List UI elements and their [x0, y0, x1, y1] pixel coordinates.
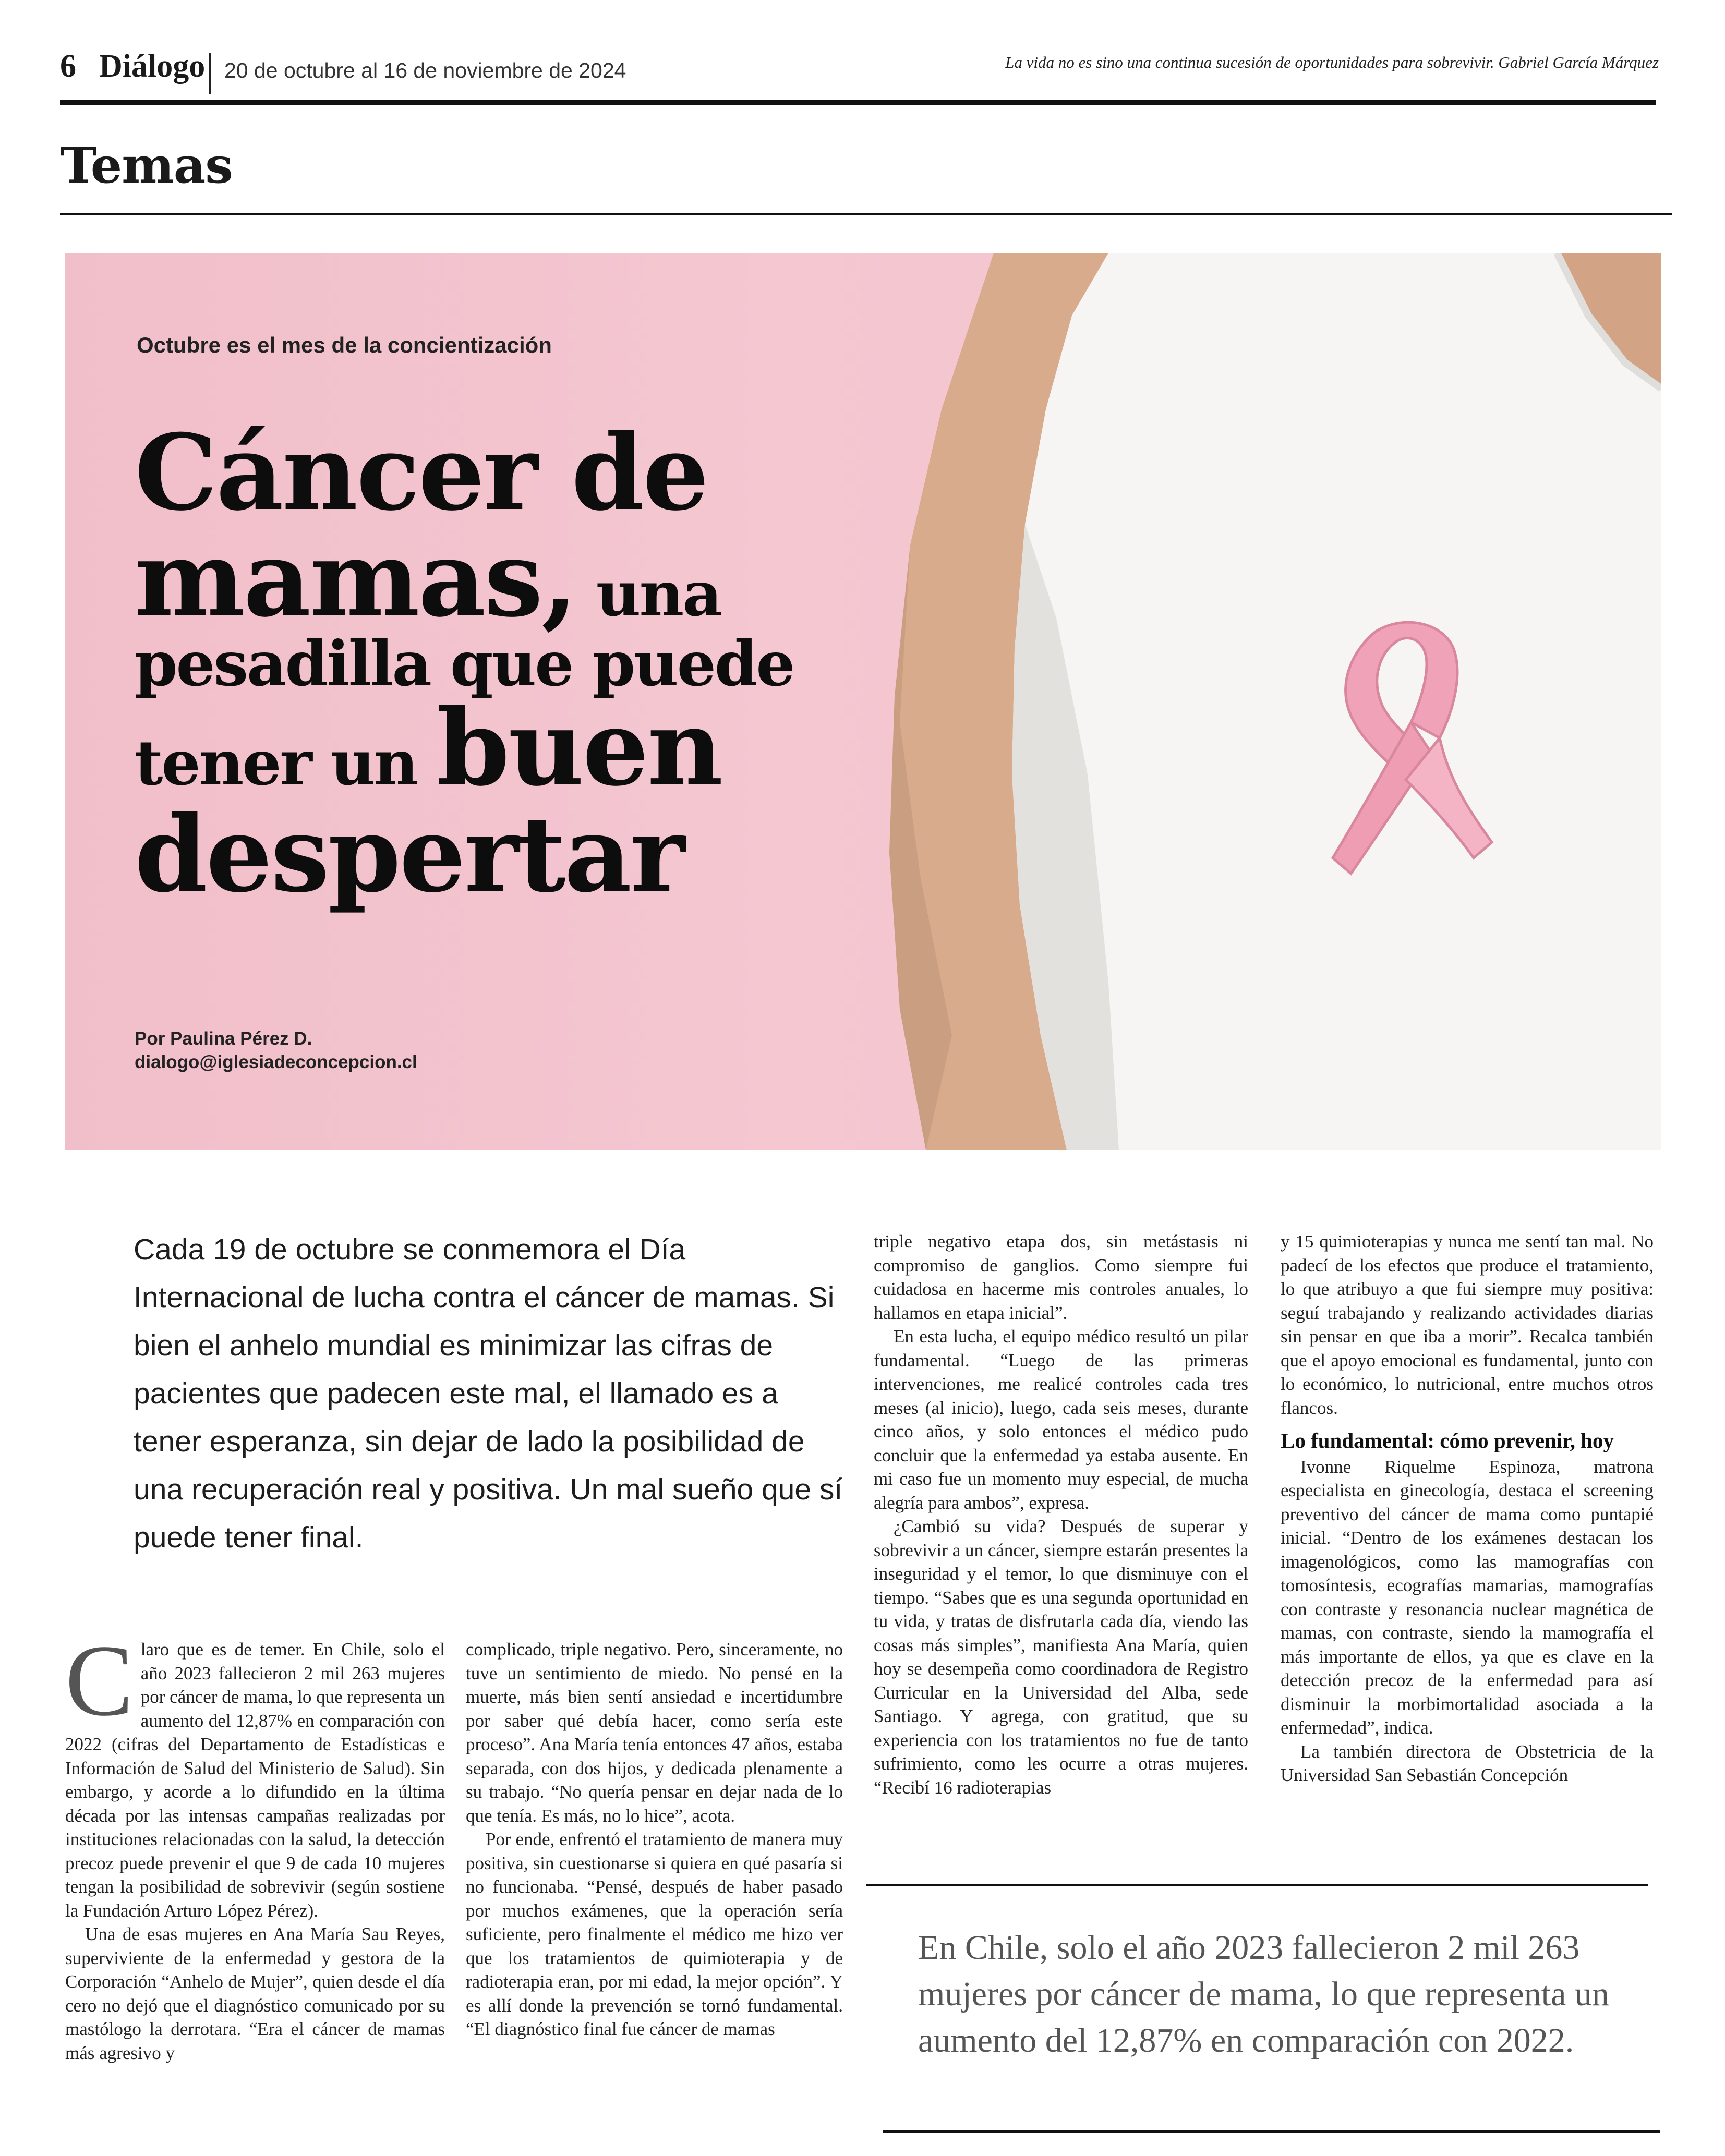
headline-line-3: pesadilla que puede [135, 627, 794, 700]
headline-line-4a: tener un [135, 726, 437, 800]
section-title: Temas [60, 137, 233, 195]
headline-line-1: Cáncer de [135, 411, 708, 534]
body-column-4 [1281, 1230, 1654, 1787]
byline-email: dialogo@iglesiadeconcepcion.cl [135, 1052, 417, 1072]
masthead: Diálogo [99, 49, 206, 84]
headline-line-2b: una [576, 558, 721, 630]
body-paragraph: complicado, triple negativo. Pero, sinceramente, no tuve un sentimiento de miedo. No pensé en la muerte, más bien sentí ansiedad e incertidumbre por saber qué debía hacer, como sería este proceso”. Ana María tenía entonces 47 años, estaba separada, con dos hijos, y dedicada plenamente a su trabajo. “No quería pensar en dejar nada de lo que tenía. Es más, no lo hice”, acota. [466, 1639, 843, 1826]
headline-line-2a: mamas, [135, 518, 576, 640]
headline [135, 411, 875, 916]
header-separator [209, 53, 211, 94]
drop-cap: C [65, 1624, 134, 1737]
body-paragraph: Por ende, enfrentó el tratamiento de manera muy positiva, sin cuestionarse si quiera en qué pasaría si no funcionaba. “Pensé, después de haber pasado por muchos exámenes, que la operación sería suficiente, pero finalmente el médico me hizo ver que los tratamientos de quimioterapia y de radioterapia eran, por mi edad, la mejor opción”. Y es allí donde la prevención se tornó fundamental. “El diagnóstico final fue cáncer de mamas [466, 1829, 843, 2039]
headline-line-4b: buen [437, 687, 722, 810]
headline-line-5: despertar [135, 793, 684, 916]
issue-date: 20 de octubre al 16 de noviembre de 2024 [224, 58, 626, 82]
body-paragraph: ¿Cambió su vida? Después de superar y sobrevivir a un cáncer, siempre estarán presentes la inseguridad y el temor, lo que disminuye con el tiempo. “Sabes que es una segunda oportunidad en tu vida, y tratas de disfrutarla cada día, viendo las cosas más simples”, manifiesta Ana María, quien hoy se desempeña como coordinadora de Registro Curricular en la Universidad del Alba, sede Santiago. Y agrega, con gratitud, que su experiencia con los tratamientos no fue de tanto sufrimiento, como les ocurre a otras mujeres. “Recibí 16 radioterapias [874, 1516, 1248, 1798]
page-number: 6 [60, 49, 76, 84]
body-paragraph: Ivonne Riquelme Espinoza, matrona especialista en ginecología, destaca el screening preventivo del cáncer de mama como puntapié inicial. “Dentro de los exámenes destacan los imagenológicos, como las mamografías con tomosíntesis, ecografías mamarias, mamografías con contraste y resonancia nuclear magnética de mamas, con contraste, siendo la mamografía el más importante de ellos, ya que es clave en la detección precoz de la enfermedad para así disminuir la morbimortalidad asociada a la enfermedad”, indica. [1281, 1456, 1654, 1738]
pull-quote-rule-top [866, 1884, 1648, 1886]
kicker: Octubre es el mes de la concientización [137, 333, 552, 357]
subheading: Lo fundamental: cómo prevenir, hoy [1281, 1428, 1614, 1452]
body-paragraph: En esta lucha, el equipo médico resultó un pilar fundamental. “Luego de las primeras intervenciones, me realicé controles cada tres meses (al inicio), luego, cada seis meses, durante cinco años, y solo entonces el médico pudo concluir que la enfermedad ya estaba ausente. En mi caso fue un momento muy especial, de mucha alegría para ambos”, expresa. [874, 1326, 1248, 1513]
body-column-1 [65, 1624, 445, 2065]
body-paragraph: La también directora de Obstetricia de la Universidad San Sebastián Concepción [1281, 1741, 1654, 1785]
header-rule [60, 100, 1656, 105]
body-paragraph: triple negativo etapa dos, sin metástasis ni compromiso de ganglios. Como siempre fui cuidadosa en hacerme mis controles anuales, lo hallamos en etapa inicial”. [874, 1231, 1248, 1323]
body-column-3 [874, 1230, 1248, 1799]
pull-quote-rule-bottom [883, 2130, 1660, 2133]
body-paragraph: laro que es de temer. En Chile, solo el año 2023 fallecieron 2 mil 263 mujeres por cáncer de mama, lo que representa un aumento del 12,87% en comparación con 2022 (cifras del Departamento de Estadísticas e Información de Salud del Ministerio de Salud). Sin embargo, y acorde a lo difundido en la última década por las intensas campañas realizadas por instituciones relacionadas con la salud, la detección precoz puede prevenir el que 9 de cada 10 mujeres tengan la posibilidad de sobrevivir (según sostiene la Fundación Arturo López Pérez). [65, 1639, 445, 1921]
byline: Por Paulina Pérez D. [135, 1028, 312, 1049]
body-column-2 [466, 1638, 843, 2041]
section-rule [60, 213, 1672, 215]
pull-quote: En Chile, solo el año 2023 fallecieron 2 mil 263 mujeres por cáncer de mama, lo que representa un aumento del 12,87% en comparación con 2022. [918, 1929, 1609, 2060]
body-paragraph: Una de esas mujeres en Ana María Sau Reyes, superviviente de la enfermedad y gestora de la Corporación “Anhelo de Mujer”, quien desde el día cero no dejó que el diagnóstico comunicado por su mastólogo la derrotara. “Era el cáncer de mamas más agresivo y [65, 1924, 445, 2063]
body-paragraph: y 15 quimioterapias y nunca me sentí tan mal. No padecí de los efectos que produce el tratamiento, lo que atribuyo a que fui siempre muy positiva: seguí trabajando y realizando actividades diarias sin pensar en que iba a morir”. Recalca también que el apoyo emocional es fundamental, junto con lo económico, lo nutricional, entre muchos otros flancos. [1281, 1231, 1654, 1418]
lead-paragraph: Cada 19 de octubre se conmemora el Día Internacional de lucha contra el cáncer de mamas. Si bien el anhelo mundial es minimizar las cifras de pacientes que padecen este mal, el llamado es a tener esperanza, sin dejar de lado la posibilidad de una recuperación real y positiva. Un mal sueño que sí puede tener final. [134, 1233, 843, 1554]
header-quote: La vida no es sino una continua sucesión de oportunidades para sobrevivir. Gabriel García Márquez [1005, 53, 1659, 71]
